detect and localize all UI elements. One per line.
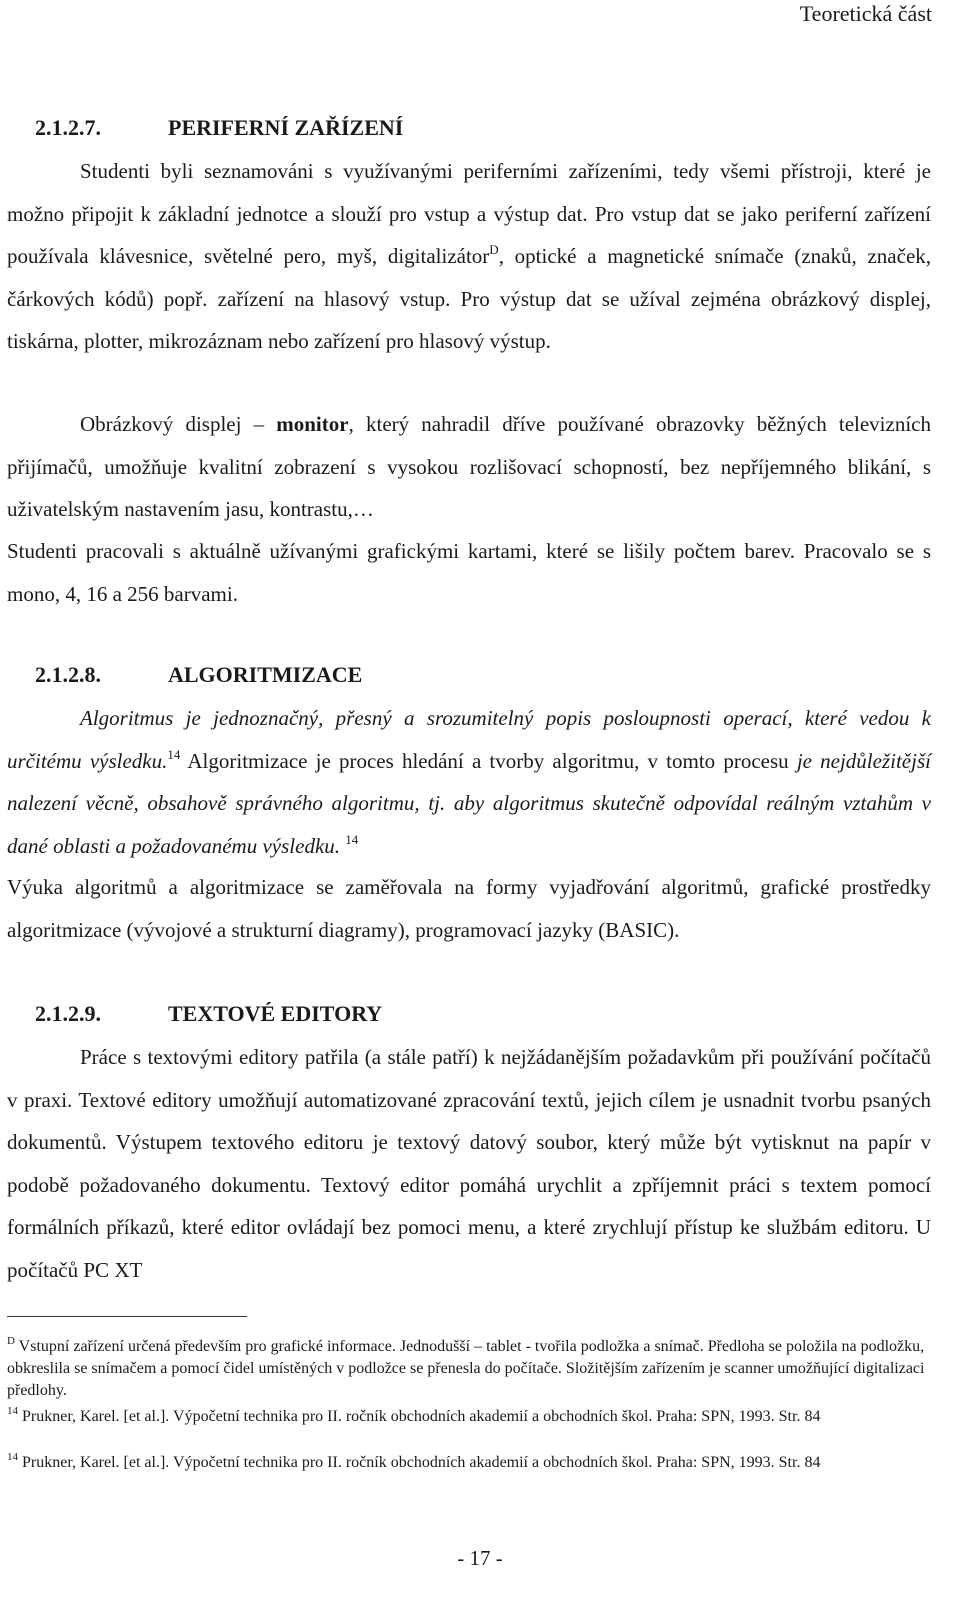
text-run: , optické a magnetické snímače (znaků, značek, čárkových kódů) popř. zařízení na hlasový vstup. Pro výstup dat se užíval zejména obrázkový displej, tiskárna, plotter, mikrozáznam nebo zařízení pro hlasový výstup. (7, 244, 932, 353)
running-header: Teoretická část (799, 1, 932, 26)
text-run: Studenti byli seznamováni s využívanými periferními zařízeními, tedy všemi přístroji, které je možno připojit k základní jednotce a slouží pro vstup a výstup dat. Pro vstup dat se jako periferní zařízení používala klávesnice, světelné pero, myš, digitalizátor (7, 159, 931, 268)
section-heading-algoritmizace (35, 662, 362, 688)
footnote-14b (7, 1452, 931, 1474)
footnote-text: Prukner, Karel. [et al.]. Výpočetní technika pro II. ročník obchodních akademií a obchodních škol. Praha: SPN, 1993. Str. 84 (22, 1408, 821, 1425)
footnote-mark: 14 (7, 1405, 18, 1417)
section-number: 2.1.2.9. (35, 1001, 101, 1026)
text-run: Obrázkový displej – (80, 412, 277, 436)
section-heading-periferni (35, 115, 403, 141)
paragraph-periferni-1 (7, 150, 931, 363)
italic-definition: Algoritmus je jednoznačný, přesný a srozumitelný popis posloupnosti operací, které vedou k určitému výsledku. (7, 706, 931, 773)
footnote-text: Prukner, Karel. [et al.]. Výpočetní technika pro II. ročník obchodních akademií a obchodních škol. Praha: SPN, 1993. Str. 84 (22, 1454, 821, 1471)
section-heading-textove-editory (35, 1001, 382, 1027)
bold-term: monitor (276, 412, 349, 436)
footnote-ref: 14 (167, 746, 181, 762)
text-run: , který nahradil dříve používané obrazovky běžných televizních přijímačů, umožňuje kvalitní zobrazení s vysokou rozlišovací schopností, bez nepříjemného blikání, s uživatelským nastavením jasu, kontrastu,… (7, 412, 931, 521)
page-number: - 17 - (457, 1546, 503, 1570)
footnote-d (7, 1336, 931, 1402)
italic-text: je nejdůležitější nalezení věcně, obsahově správného algoritmu, tj. aby algoritmus skutečně odpovídal reálným vztahům v dané oblasti a požadovanému výsledku. (7, 748, 931, 858)
section-title: TEXTOVÉ EDITORY (168, 1001, 383, 1026)
paragraph-algoritmus (7, 697, 931, 867)
footnote-mark: 14 (7, 1451, 18, 1463)
footnote-14a (7, 1406, 931, 1428)
section-title: PERIFERNÍ ZAŘÍZENÍ (168, 115, 404, 140)
footnote-separator (7, 1316, 247, 1317)
text-run: Algoritmizace je proces hledání a tvorby algoritmu, v tomto procesu (180, 748, 797, 773)
footnote-ref: D (489, 242, 499, 257)
footnote-mark: D (7, 1335, 15, 1347)
section-title: ALGORITMIZACE (168, 662, 363, 687)
section-number: 2.1.2.7. (35, 115, 101, 140)
paragraph-graficke-karty: Studenti pracovali s aktuálně užívanými grafickými kartami, které se lišily počtem barev. Pracovalo se s mono, 4, 16 a 256 barvami. (7, 539, 931, 606)
paragraph-textove-editory: Práce s textovými editory patřila (a stále patří) k nejžádanějším požadavkům při používání počítačů v praxi. Textové editory umožňují automatizované zpracování textů, jejich cílem je usnadnit tvorbu psaných dokumentů. Výstupem textového editoru je textový datový soubor, který může být vytisknut na papír v podobě požadovaného dokumentu. Textový editor pomáhá urychlit a zpříjemnit práci s textem pomocí formálních příkazů, které editor ovládají bez pomoci menu, a které zrychlují přístup ke službám editoru. U počítačů PC XT (7, 1045, 931, 1282)
section-number: 2.1.2.8. (35, 662, 101, 687)
paragraph-vyuka-algoritmu: Výuka algoritmů a algoritmizace se zaměřovala na formy vyjadřování algoritmů, grafické prostředky algoritmizace (vývojové a strukturní diagramy), programovací jazyky (BASIC). (7, 875, 931, 942)
paragraph-monitor (7, 403, 931, 531)
footnote-text: Vstupní zařízení určená především pro grafické informace. Jednodušší – tablet - tvořila podložka a snímač. Předloha se položila na podložku, obkreslila se snímačem a pomocí čidel umístěných v podložce se přenesla do počítače. Složitějším zařízením je scanner umožňující digitalizaci předlohy. (7, 1338, 925, 1399)
footnote-ref: 14 (345, 831, 359, 847)
